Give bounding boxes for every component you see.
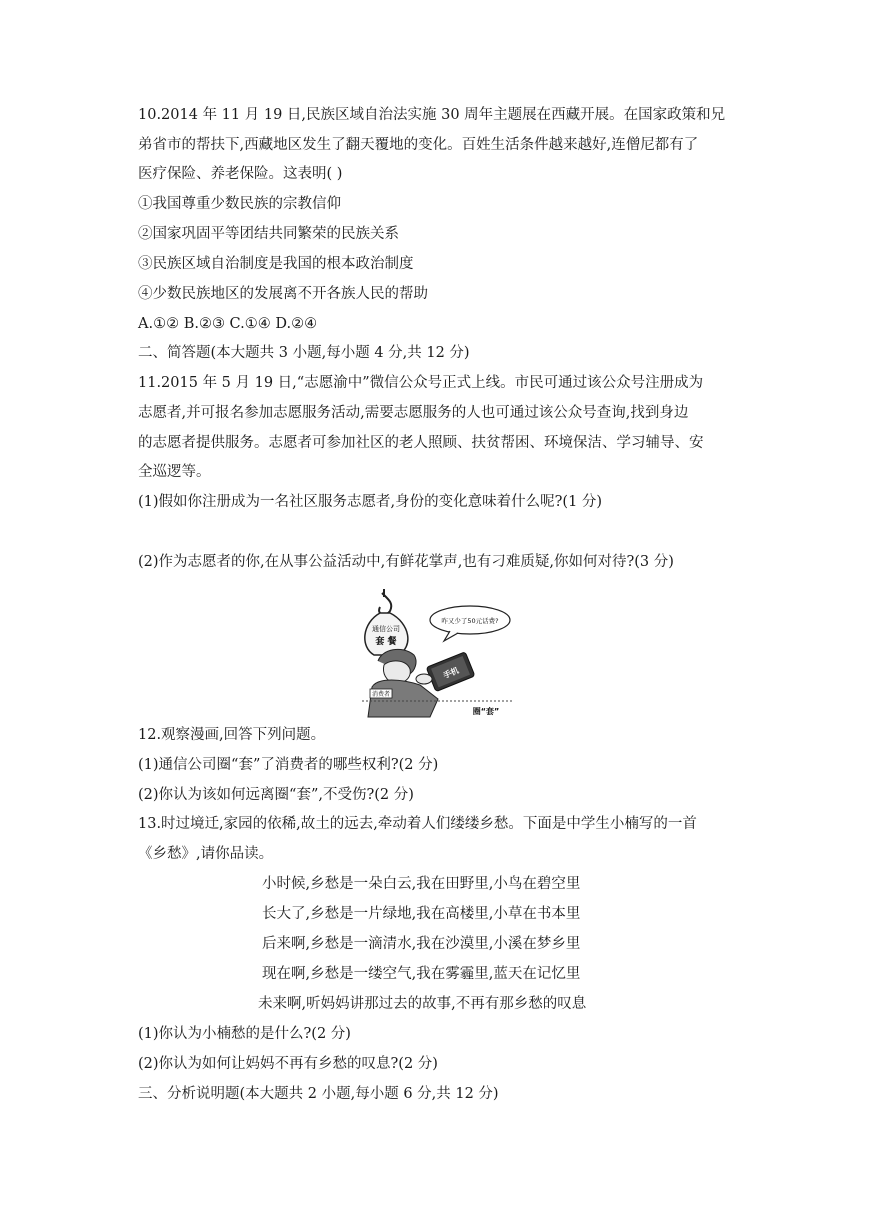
section-2-title: 二、简答题(本大题共 3 小题,每小题 4 分,共 12 分)	[138, 345, 470, 361]
q10-choices: A.①② B.②③ C.①④ D.②④	[138, 316, 318, 332]
q12-sub-question-1: (1)通信公司圈“套”了消费者的哪些权利?(2 分)	[138, 757, 439, 773]
bag-label-company: 通信公司	[372, 625, 400, 633]
cartoon-image	[358, 589, 518, 719]
q10-option-1: ①我国尊重少数民族的宗教信仰	[138, 196, 341, 212]
q13-sub-question-2: (2)你认为如何让妈妈不再有乡愁的叹息?(2 分)	[138, 1056, 438, 1072]
plan-bag-icon	[365, 613, 408, 655]
q13-sub-question-1: (1)你认为小楠愁的是什么?(2 分)	[138, 1026, 351, 1042]
q13-stem-line-2: 《乡愁》,请你品读。	[138, 846, 274, 862]
rope-knot-icon	[379, 593, 391, 614]
q10-stem-line-3: 医疗保险、养老保险。这表明( )	[138, 166, 343, 182]
consumer-label: 消费者	[371, 691, 391, 698]
q10-stem-line-2: 弟省市的帮扶下,西藏地区发生了翻天覆地的变化。百姓生活条件越来越好,连僧尼都有了	[138, 137, 699, 153]
q11-sub-question-1: (1)假如你注册成为一名社区服务志愿者,身份的变化意味着什么呢?(1 分)	[138, 494, 603, 510]
poem-line-5: 未来啊,听妈妈讲那过去的故事,不再有那乡愁的叹息	[258, 996, 587, 1012]
q10-option-2: ②国家巩固平等团结共同繁荣的民族关系	[138, 226, 399, 242]
q10-option-4: ④少数民族地区的发展离不开各族人民的帮助	[138, 286, 428, 302]
consumer-body	[368, 680, 438, 717]
q12-stem: 12.观察漫画,回答下列问题。	[138, 727, 326, 743]
poem-line-1: 小时候,乡愁是一朵白云,我在田野里,小鸟在碧空里	[262, 876, 581, 892]
q13-stem-line-1: 13.时过境迁,家园的依稀,故土的远去,牵动着人们缕缕乡愁。下面是中学生小楠写的一首	[138, 816, 697, 832]
q11-stem-line-3: 的志愿者提供服务。志愿者可参加社区的老人照顾、扶贫帮困、环境保洁、学习辅导、安	[138, 435, 704, 451]
q10-option-3: ③民族区域自治制度是我国的根本政治制度	[138, 256, 414, 272]
poem-line-2: 长大了,乡愁是一片绿地,我在高楼里,小草在书本里	[262, 906, 581, 922]
q10-stem-line-1: 10.2014 年 11 月 19 日,民族区域自治法实施 30 周年主题展在西藏开展。在国家政策和兄	[138, 107, 726, 123]
q11-stem-line-4: 全巡逻等。	[138, 464, 211, 480]
speech-bubble-text: 咋又少了50元话费?	[441, 617, 499, 625]
q11-stem-line-2: 志愿者,并可报名参加志愿服务活动,需要志愿服务的人也可通过该公众号查询,找到身边	[138, 405, 689, 421]
q11-stem-line-1: 11.2015 年 5 月 19 日,“志愿渝中”微信公众号正式上线。市民可通过该公众号注册成为	[138, 375, 704, 391]
cartoon-caption: 圈“套”	[472, 707, 500, 716]
mobile-phone-icon	[426, 652, 475, 692]
poem-line-4: 现在啊,乡愁是一缕空气,我在雾霾里,蓝天在记忆里	[262, 966, 581, 982]
section-3-title: 三、分析说明题(本大题共 2 小题,每小题 6 分,共 12 分)	[138, 1086, 499, 1102]
q11-sub-question-2: (2)作为志愿者的你,在从事公益活动中,有鲜花掌声,也有刁难质疑,你如何对待?(3 分)	[138, 554, 674, 570]
q12-sub-question-2: (2)你认为该如何远离圈“套”,不受伤?(2 分)	[138, 787, 414, 803]
bag-label-plan: 套 餐	[375, 637, 397, 647]
phone-screen-text: 手机	[442, 665, 461, 681]
poem-line-3: 后来啊,乡愁是一滴清水,我在沙漠里,小溪在梦乡里	[262, 936, 581, 952]
